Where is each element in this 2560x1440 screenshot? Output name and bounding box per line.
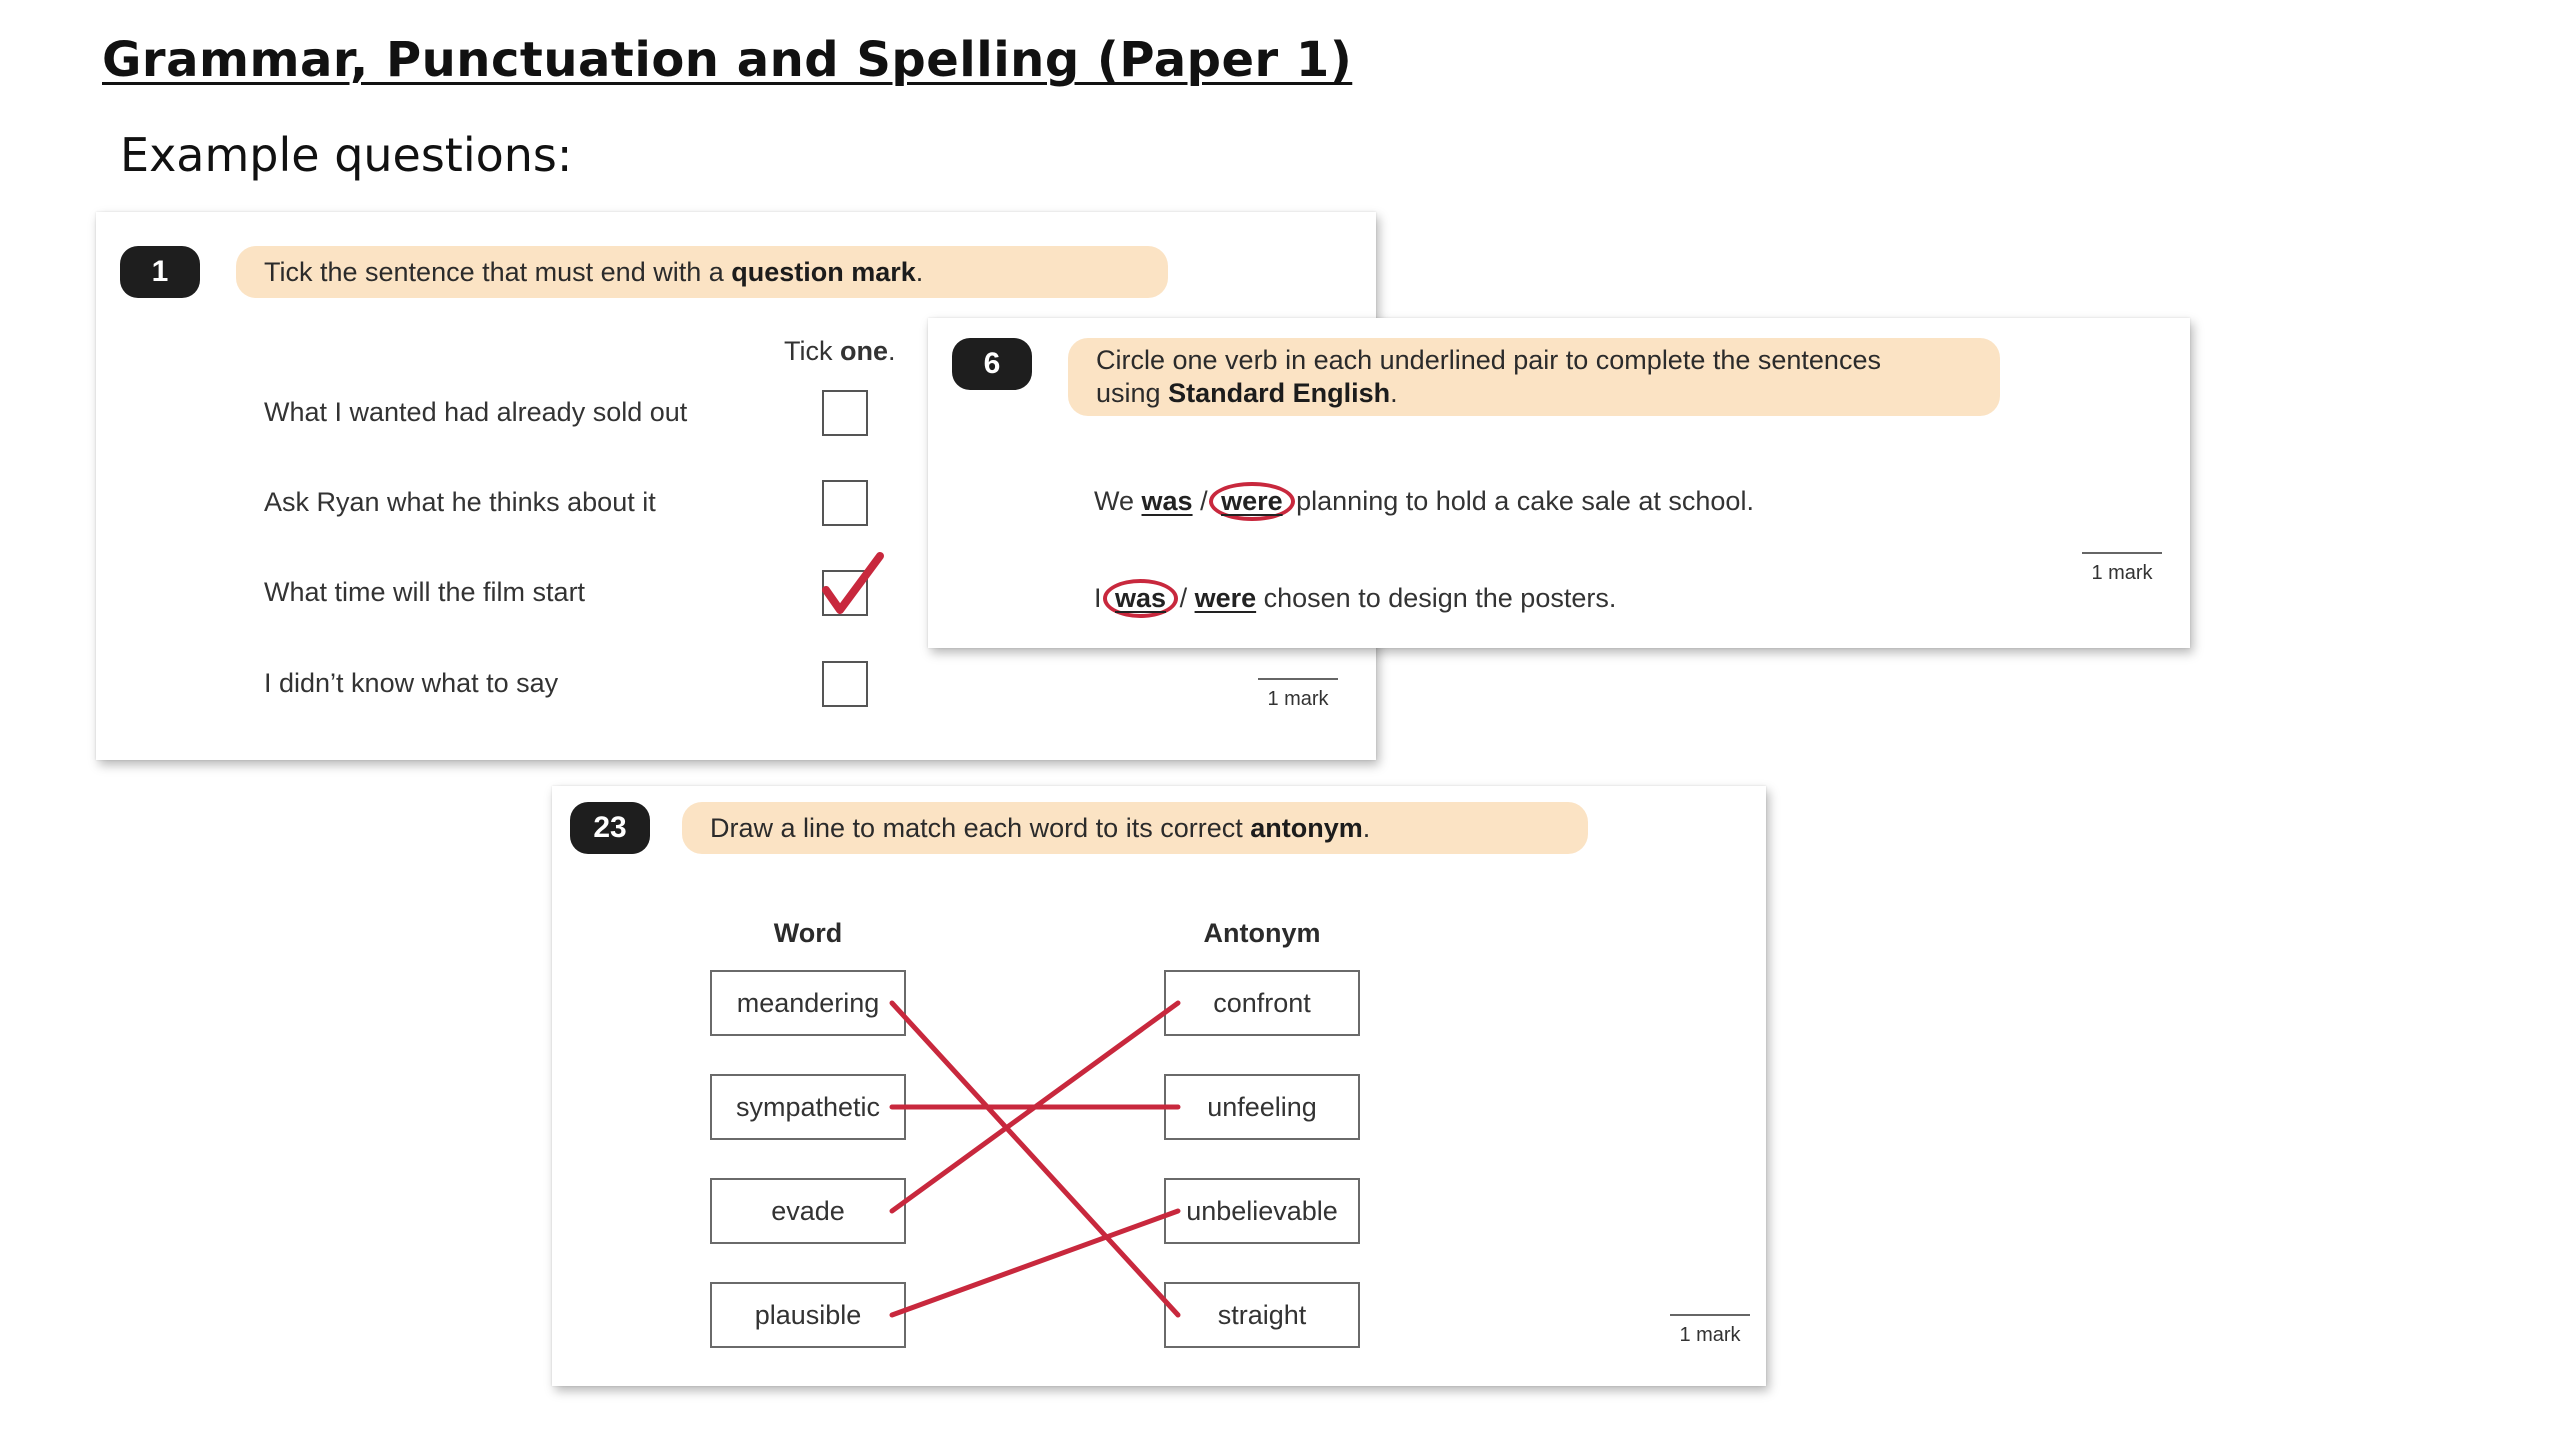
sentence-1: We was / were planning to hold a cake sale at school. xyxy=(1094,486,1754,517)
verb-option[interactable]: was xyxy=(1141,486,1193,516)
slide-title: Grammar, Punctuation and Spelling (Paper 1) xyxy=(102,32,1353,88)
verb-option-circled[interactable]: was xyxy=(1103,579,1178,618)
mark-label: 1 mark xyxy=(1670,1314,1750,1347)
option-text: Ask Ryan what he thinks about it xyxy=(264,487,656,517)
sentence-2: I was / were chosen to design the posters. xyxy=(1094,583,1616,614)
question-prompt: Circle one verb in each underlined pair to complete the sentences using Standard English. xyxy=(1068,338,2000,416)
word-box[interactable]: plausible xyxy=(710,1282,906,1348)
tick-box[interactable] xyxy=(822,661,868,707)
antonym-box[interactable]: unbelievable xyxy=(1164,1178,1360,1244)
question-prompt: Draw a line to match each word to its correct antonym. xyxy=(682,802,1588,854)
antonym-box[interactable]: confront xyxy=(1164,970,1360,1036)
antonym-column-header: Antonym xyxy=(1203,918,1321,948)
word-box[interactable]: meandering xyxy=(710,970,906,1036)
verb-option[interactable]: were xyxy=(1194,583,1257,613)
tick-box[interactable] xyxy=(822,390,868,436)
slide-subtitle: Example questions: xyxy=(120,128,573,182)
option-text: What time will the film start xyxy=(264,577,586,607)
mark-label: 1 mark xyxy=(1258,678,1338,711)
question-23-card xyxy=(552,786,1766,1386)
antonym-box[interactable]: straight xyxy=(1164,1282,1360,1348)
word-box[interactable]: sympathetic xyxy=(710,1074,906,1140)
question-prompt: Tick the sentence that must end with a question mark. xyxy=(236,246,1168,298)
option-text: What I wanted had already sold out xyxy=(264,397,688,427)
question-6-card xyxy=(928,318,2190,648)
mark-label: 1 mark xyxy=(2082,552,2162,585)
tick-instruction: Tick one. xyxy=(784,336,896,366)
option-text: I didn’t know what to say xyxy=(264,668,559,698)
question-number-badge: 23 xyxy=(570,802,650,854)
question-number-badge: 1 xyxy=(120,246,200,298)
red-tick-icon xyxy=(820,552,890,622)
word-column-header: Word xyxy=(773,918,843,948)
word-box[interactable]: evade xyxy=(710,1178,906,1244)
tick-box-checked[interactable] xyxy=(822,570,868,616)
tick-box[interactable] xyxy=(822,480,868,526)
antonym-box[interactable]: unfeeling xyxy=(1164,1074,1360,1140)
verb-option-circled[interactable]: were xyxy=(1209,482,1295,521)
question-number-badge: 6 xyxy=(952,338,1032,390)
